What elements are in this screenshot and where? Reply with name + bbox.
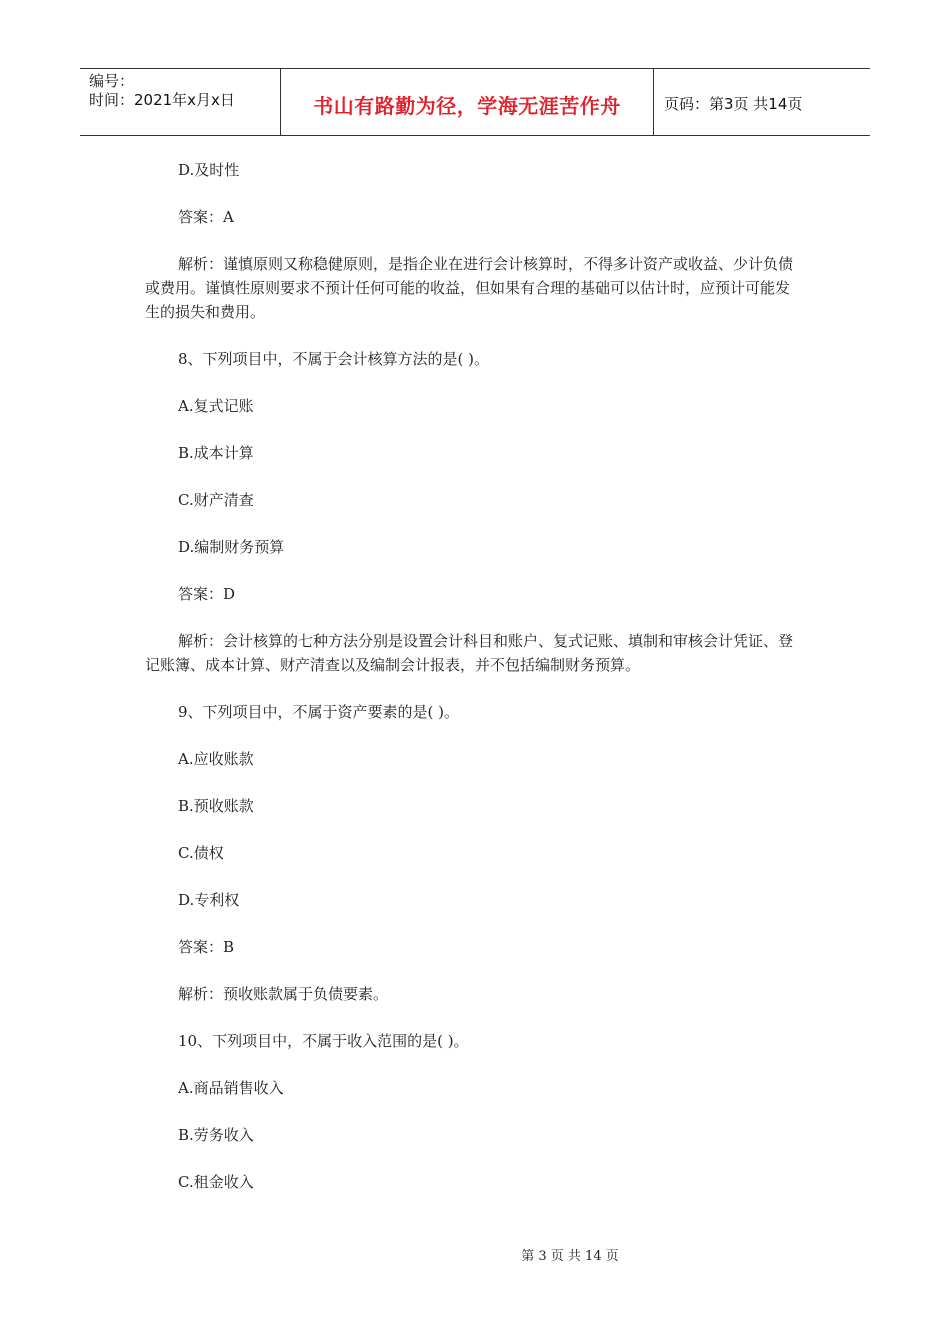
header-meta — [80, 69, 281, 135]
paragraph: D.编制财务预算 — [178, 538, 285, 556]
page-header — [80, 68, 870, 136]
paragraph: 答案：D — [178, 585, 236, 603]
paragraph: 解析：预收账款属于负债要素。 — [178, 985, 389, 1003]
paragraph: 解析：谨慎原则又称稳健原则，是指企业在进行会计核算时，不得多计资产或收益、少计负债或费用。谨慎性原则要求不预计任何可能的收益，但如果有合理的基础可以估计时，应预计可能发生的损失和费用。 — [145, 255, 794, 321]
paragraph: 答案：A — [178, 208, 234, 226]
paragraph: A.复式记账 — [178, 397, 254, 415]
date-label: 时间：2021年x月x日 — [89, 91, 235, 109]
header-page-code: 页码：第3页 共14页 — [664, 94, 803, 113]
paragraph: C.债权 — [178, 844, 224, 862]
paragraph: B.预收账款 — [178, 797, 254, 815]
paragraph: C.财产清查 — [178, 491, 254, 509]
paragraph: 9、下列项目中，不属于资产要素的是( )。 — [178, 703, 460, 721]
paragraph: D.及时性 — [178, 161, 240, 179]
paragraph: D.专利权 — [178, 891, 240, 909]
footer-page-number: 第 3 页 共 14 页 — [521, 1249, 619, 1264]
serial-number-label: 编号： — [89, 72, 135, 90]
paragraph: B.劳务收入 — [178, 1126, 254, 1144]
paragraph: A.应收账款 — [178, 750, 254, 768]
paragraph: 10、下列项目中，不属于收入范围的是( )。 — [178, 1032, 469, 1050]
paragraph: B.成本计算 — [178, 444, 254, 462]
header-motto: 书山有路勤为径，学海无涯苦作舟 — [313, 93, 621, 118]
paragraph: 解析：会计核算的七种方法分别是设置会计科目和账户、复式记账、填制和审核会计凭证、登记账簿、成本计算、财产清查以及编制会计报表，并不包括编制财务预算。 — [145, 632, 794, 674]
header-motto-cell — [281, 69, 654, 135]
paragraph: 答案：B — [178, 938, 235, 956]
paragraph: A.商品销售收入 — [178, 1079, 284, 1097]
paragraph: 8、下列项目中，不属于会计核算方法的是( )。 — [178, 350, 490, 368]
page-footer — [0, 1245, 950, 1264]
document-body — [145, 158, 800, 1217]
paragraph: C.租金收入 — [178, 1173, 254, 1191]
